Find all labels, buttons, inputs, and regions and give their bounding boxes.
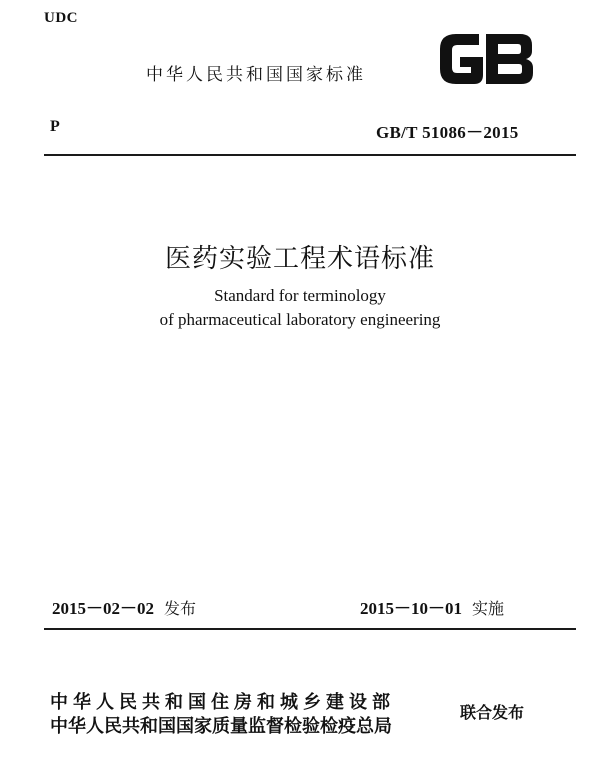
issue-date: 2015－02－02 [52,599,154,618]
udc-label: UDC [44,10,78,26]
gb-logo [436,31,536,87]
gb-logo-letter-b [486,34,533,84]
implementation-date-block [360,594,504,619]
header-divider [44,154,576,156]
implementation-verb: 实施 [472,599,505,618]
title-english-line-1: Standard for terminology [214,286,386,305]
classification-code: P [50,118,60,135]
joint-release-label: 联合发布 [460,703,525,722]
standard-number: GB/T 51086－2015 [376,123,519,142]
issue-date-block [52,594,196,619]
gb-logo-letter-g [440,34,483,84]
footer-divider [44,628,576,630]
title-english-line-2: of pharmaceutical laboratory engineering [159,310,441,329]
implementation-date: 2015－10－01 [360,599,462,618]
issue-verb: 发布 [164,599,197,618]
title-chinese: 医药实验工程术语标准 [164,244,435,274]
national-standard-label: 中华人民共和国国家标准 [146,65,366,85]
issuer-line-2: 中华人民共和国国家质量监督检验检疫总局 [50,716,392,737]
issuer-line-1: 中华人民共和国住房和城乡建设部 [50,692,395,713]
